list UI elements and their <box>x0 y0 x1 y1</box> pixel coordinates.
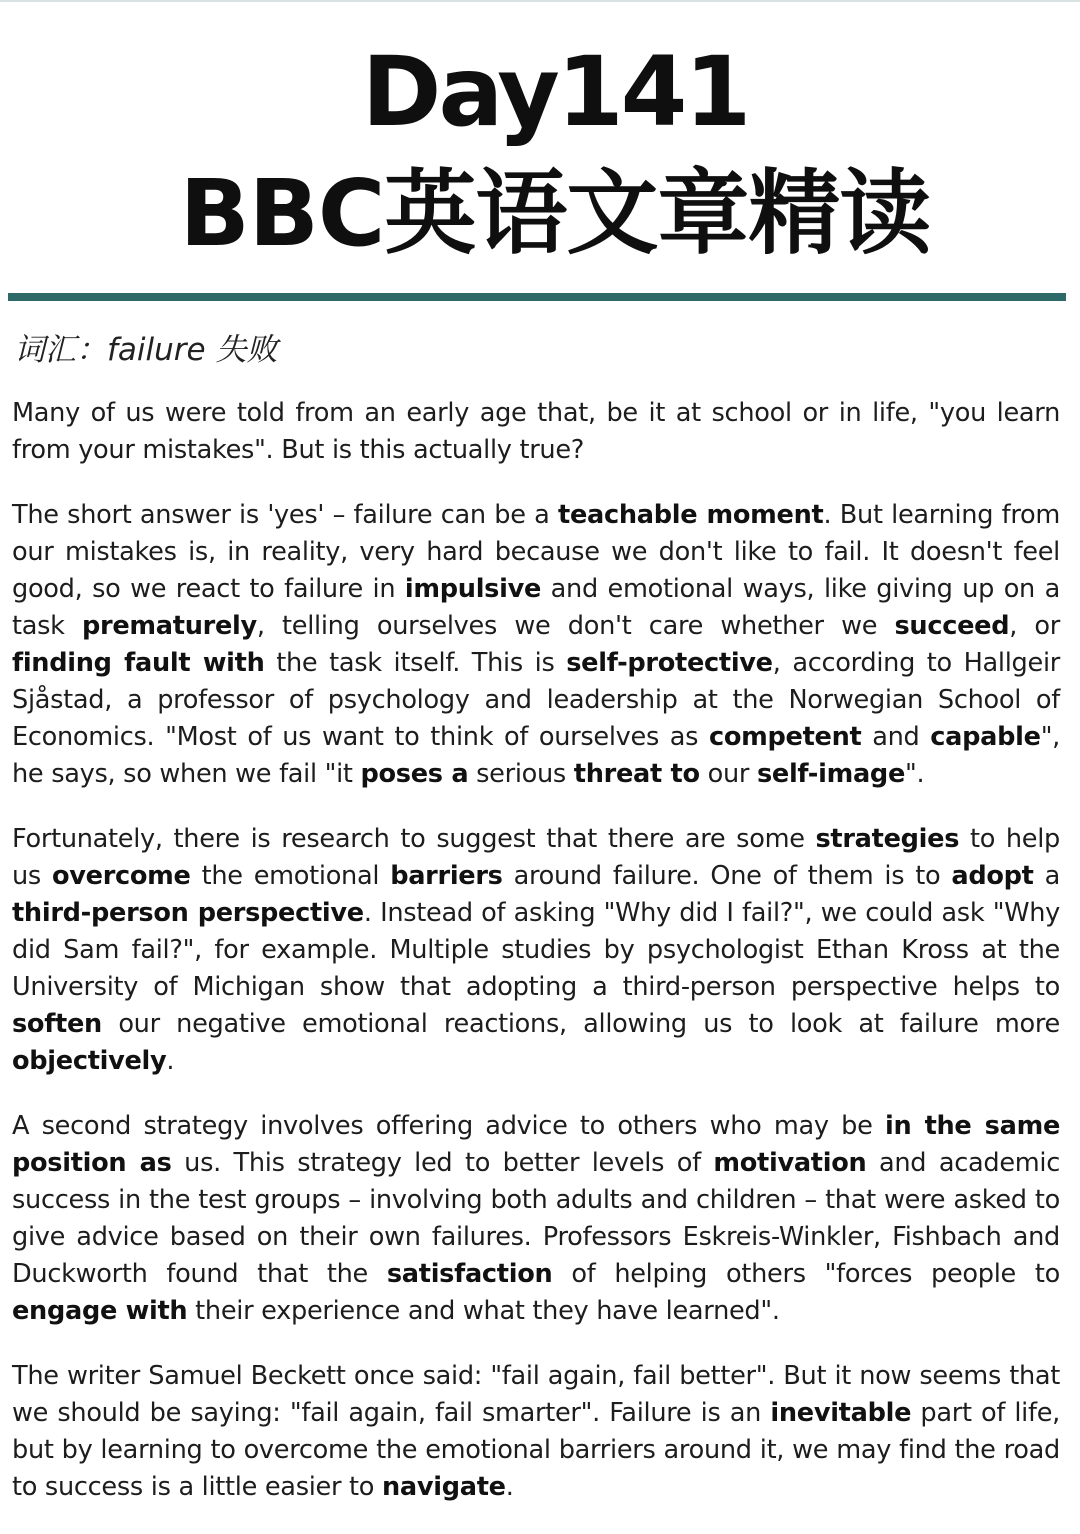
vocab-highlight: capable <box>930 722 1041 752</box>
vocab-highlight: overcome <box>51 861 191 891</box>
title-divider <box>8 293 1066 301</box>
paragraph-text: the emotional <box>190 861 391 891</box>
vocab-highlight: objectively <box>12 1046 167 1076</box>
paragraph-text: our negative emotional reactions, allowing us to look at failure more <box>101 1009 1060 1039</box>
vocab-highlight: succeed <box>894 611 1010 641</box>
paragraph-text: . <box>166 1046 175 1076</box>
vocab-highlight: adopt <box>951 861 1034 891</box>
page-title <box>0 36 1080 274</box>
paragraph-text: and academic success in the test groups – involving both adults and children – that were asked to give advice based on their own failures. Professors Eskreis-Winkler, Fishbach and Duckworth found that the <box>12 1148 1060 1289</box>
paragraph-text: their experience and what they have learned". <box>187 1296 780 1326</box>
vocab-highlight: engage with <box>12 1296 188 1326</box>
article-body <box>12 395 1060 1534</box>
paragraph-text: and <box>861 722 931 752</box>
vocab-highlight: motivation <box>713 1148 867 1178</box>
vocab-highlight: third-person perspective <box>12 898 364 928</box>
title-day: Day141 <box>361 36 749 148</box>
paragraph <box>12 395 1060 469</box>
paragraph <box>12 1108 1060 1330</box>
vocab-highlight: poses a <box>360 759 469 789</box>
vocab-label: 词汇：failure 失败 <box>14 332 278 368</box>
paragraph-text: a <box>1033 861 1060 891</box>
paragraph-text: serious <box>468 759 574 789</box>
vocab-highlight: prematurely <box>82 611 257 641</box>
vocab-highlight: self-image <box>756 759 906 789</box>
vocab-highlight: satisfaction <box>386 1259 553 1289</box>
vocab-highlight: impulsive <box>404 574 542 604</box>
paragraph-text: The short answer is 'yes' – failure can be a <box>12 500 559 530</box>
paragraph-text: , telling ourselves we don't care whether we <box>256 611 895 641</box>
paragraph-text: A second strategy involves offering advice to others who may be <box>12 1111 885 1141</box>
vocab-highlight: teachable moment <box>558 500 824 530</box>
vocab-highlight: inevitable <box>770 1398 912 1428</box>
paragraph-text: The writer Samuel Beckett once said: "fail again, fail better". But it now seems that we should be saying: "fail again, fail smarter". Failure is an <box>12 1361 1060 1428</box>
title-subtitle: BBC英语文章精读 <box>179 160 931 267</box>
paragraph-text: us. This strategy led to better levels of <box>171 1148 714 1178</box>
vocab-highlight: navigate <box>381 1472 506 1502</box>
paragraph-text: ", he says, so when we fail "it <box>12 722 1060 789</box>
paragraph <box>12 1358 1060 1506</box>
vocab-highlight: barriers <box>390 861 503 891</box>
paragraph-text: of helping others "forces people to <box>552 1259 1060 1289</box>
paragraph-text: and emotional ways, like giving up on a task <box>12 574 1060 641</box>
vocab-highlight: competent <box>709 722 862 752</box>
paragraph-text: . But learning from our mistakes is, in reality, very hard because we don't like to fail. It doesn't feel good, so we react to failure in <box>12 500 1060 604</box>
paragraph-text: . Instead of asking "Why did I fail?", we could ask "Why did Sam fail?", for example. Multiple studies by psychologist Ethan Kross at the University of Michigan show that adopting a third-person perspective helps to <box>12 898 1060 1002</box>
vocab-highlight: soften <box>12 1009 102 1039</box>
paragraph-text: around failure. One of them is to <box>502 861 952 891</box>
vocab-highlight: threat to <box>573 759 700 789</box>
vocab-highlight: self-protective <box>566 648 773 678</box>
paragraph-text: the task itself. This is <box>264 648 567 678</box>
paragraph-text: our <box>699 759 757 789</box>
paragraph-text: ". <box>905 759 925 789</box>
paragraph <box>12 821 1060 1080</box>
paragraph-text: Many of us were told from an early age that, be it at school or in life, "you learn from your mistakes". But is this actually true? <box>12 398 1060 465</box>
paragraph-text: to help us <box>12 824 1060 891</box>
vocab-highlight: in the same position as <box>12 1111 1061 1178</box>
paragraph-text: , according to Hallgeir Sjåstad, a professor of psychology and leadership at the Norwegian School of Economics. "Most of us want to think of ourselves as <box>12 648 1060 752</box>
top-rule <box>0 0 1080 2</box>
paragraph-text: . <box>505 1472 514 1502</box>
vocab-highlight: finding fault with <box>12 648 265 678</box>
paragraph <box>12 497 1060 793</box>
paragraph-text: part of life, but by learning to overcome the emotional barriers around it, we may find the road to success is a little easier to <box>12 1398 1060 1502</box>
paragraph-text: Fortunately, there is research to suggest that there are some <box>12 824 816 854</box>
vocab-highlight: strategies <box>815 824 960 854</box>
paragraph-text: , or <box>1009 611 1060 641</box>
